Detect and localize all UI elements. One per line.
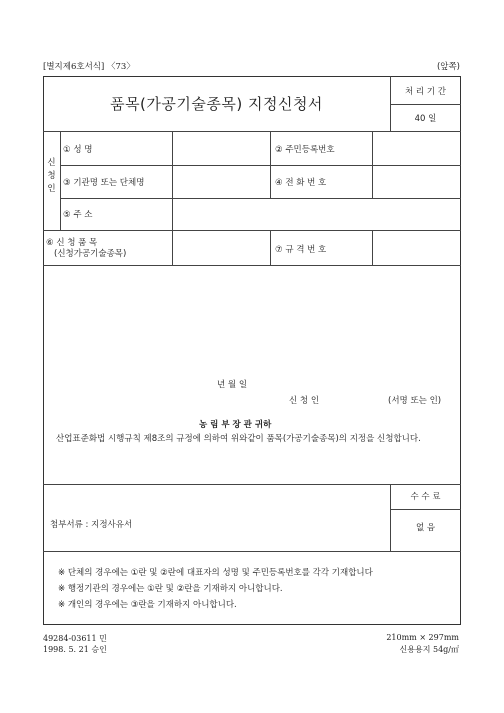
phone-label: ④ 전 화 번 호	[275, 178, 327, 188]
col-divider	[270, 230, 271, 265]
signature-note: (서명 또는 인)	[388, 396, 442, 406]
footer-paper-type: 신용용지 54g/㎡	[399, 645, 459, 654]
applicant-section-label: 신 청 인	[47, 158, 56, 194]
row-line	[43, 551, 461, 552]
requested-item-field[interactable]	[173, 231, 269, 264]
form-number: [별지제6호서식] 〈73〉	[43, 62, 135, 72]
phone-field[interactable]	[373, 166, 460, 197]
address-field[interactable]	[173, 199, 460, 229]
attachment-label: 첨부서류 : 지정사유서	[50, 520, 133, 530]
fee-value: 없 음	[415, 523, 436, 533]
row-line	[43, 265, 461, 266]
processing-period-label: 처 리 기 간	[405, 87, 446, 97]
row-line	[43, 484, 461, 485]
organization-label: ③ 기관명 또는 단체명	[63, 178, 145, 188]
requested-item-label: ⑥ 신 청 품 목 (신청가공기술종목)	[46, 238, 127, 259]
note-item: ※ 행정기관의 경우에는 ①란 및 ②란을 기재하지 아니합니다.	[58, 584, 283, 594]
footer-paper-size: 210mm × 297mm	[386, 633, 459, 642]
processing-divider	[390, 104, 461, 105]
fee-label: 수 수 료	[410, 492, 441, 502]
note-item: ※ 단체의 경우에는 ①란 및 ②란에 대표자의 성명 및 주민등록번호를 각각 기재합니다	[58, 568, 373, 578]
name-field[interactable]	[173, 132, 269, 164]
application-statement: 산업표준화법 시행규칙 제8조의 규정에 의하여 위와같이 품목(가공기술종목)의 지정을 신청합니다.	[56, 434, 421, 444]
note-item: ※ 개인의 경우에는 ③란을 기재하지 아니합니다.	[58, 600, 237, 610]
col-divider	[270, 131, 271, 198]
name-label: ① 성 명	[63, 145, 93, 155]
resident-number-label: ② 주민등록번호	[275, 145, 335, 155]
footer-code: 49284-03611 민	[43, 634, 107, 643]
spec-number-field[interactable]	[373, 231, 460, 264]
page-side-label: (앞쪽)	[436, 62, 460, 72]
processing-period-value: 40 일	[414, 114, 437, 124]
applicant-signature-label: 신 청 인	[289, 396, 320, 406]
footer-approval: 1998. 5. 21 승인	[43, 645, 107, 654]
resident-number-field[interactable]	[373, 132, 460, 164]
fee-divider	[390, 509, 461, 510]
spec-number-label: ⑦ 규 격 번 호	[275, 245, 327, 255]
date-line: 년 월 일	[217, 380, 248, 390]
address-label: ⑤ 주 소	[63, 210, 93, 220]
form-title: 품목(가공기술종목) 지정신청서	[110, 95, 323, 113]
organization-field[interactable]	[173, 166, 269, 197]
applicant-divider	[60, 131, 61, 230]
addressee: 농 림 부 장 관 귀하	[199, 420, 272, 430]
